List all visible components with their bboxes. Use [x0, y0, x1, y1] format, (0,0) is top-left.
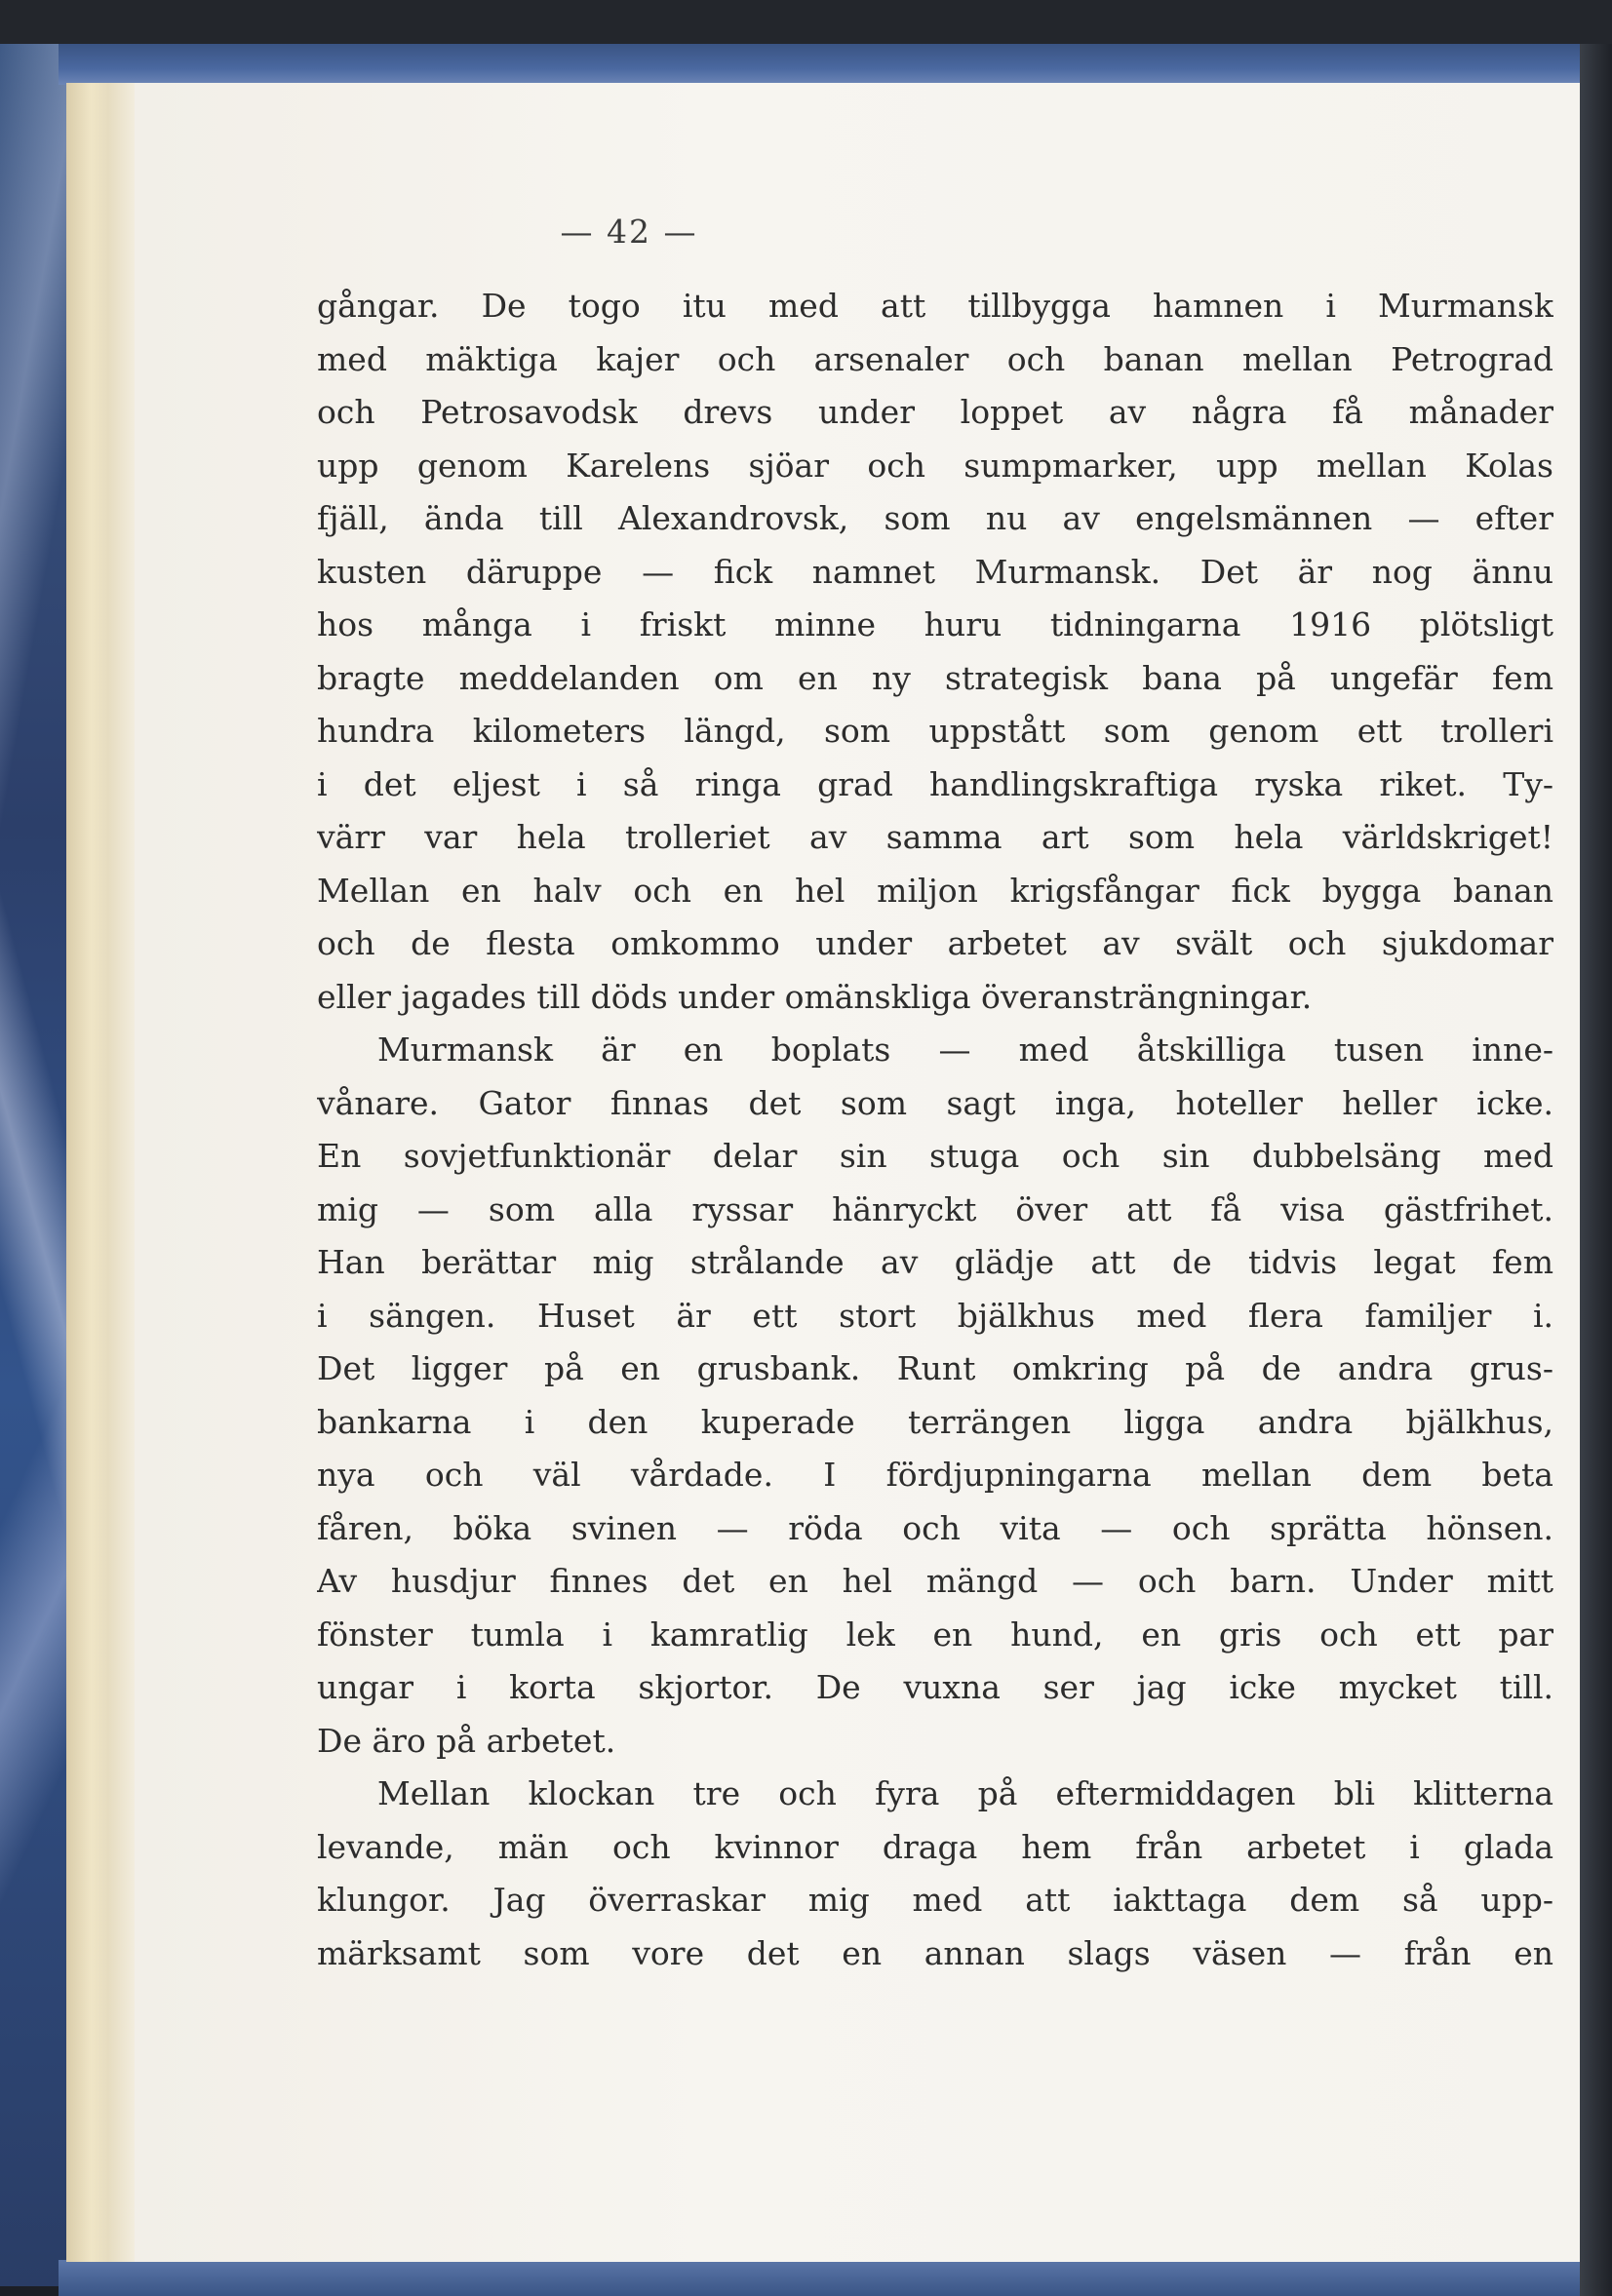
- body-text: [317, 280, 1553, 1980]
- text-line: fåren, böka svinen — röda och vita — och sprätta hönsen.: [317, 1508, 1553, 1547]
- text-line: värr var hela trolleriet av samma art som hela världskriget!: [317, 818, 1553, 856]
- binding-right-edge: [1580, 44, 1612, 2296]
- text-line: fjäll, ända till Alexandrovsk, som nu av engelsmännen — efter: [317, 499, 1553, 537]
- text-line: Mellan en halv och en hel miljon krigsfångar fick bygga banan: [317, 871, 1553, 910]
- text-line: klungor. Jag överraskar mig med att iakttaga dem så upp-: [317, 1881, 1553, 1919]
- text-line: ungar i korta skjortor. De vuxna ser jag icke mycket till.: [317, 1668, 1553, 1706]
- text-line: Av husdjur finnes det en hel mängd — och barn. Under mitt: [317, 1562, 1553, 1600]
- page-gutter: [66, 83, 137, 2262]
- text-line: Det ligger på en grusbank. Runt omkring på de andra grus-: [317, 1349, 1553, 1387]
- text-line: vånare. Gator finnas det som sagt inga, hoteller heller icke.: [317, 1083, 1553, 1122]
- text-line: bankarna i den kuperade terrängen ligga andra bjälkhus,: [317, 1402, 1553, 1441]
- cloth-binding-bottom: [59, 2260, 1580, 2296]
- text-line: upp genom Karelens sjöar och sumpmarker, upp mellan Kolas: [317, 446, 1553, 485]
- text-line: levande, män och kvinnor draga hem från arbetet i glada: [317, 1827, 1553, 1866]
- text-line: i sängen. Huset är ett stort bjälkhus med flera familjer i.: [317, 1296, 1553, 1335]
- text-line: gångar. De togo itu med att tillbygga hamnen i Murmansk: [317, 287, 1553, 325]
- text-line: hundra kilometers längd, som uppstått som genom ett trolleri: [317, 712, 1553, 750]
- text-line: Mellan klockan tre och fyra på eftermiddagen bli klitterna: [377, 1774, 1553, 1812]
- text-line: mig — som alla ryssar hänryckt över att få visa gästfrihet.: [317, 1189, 1553, 1228]
- text-line: och de flesta omkommo under arbetet av svält och sjukdomar: [317, 924, 1553, 962]
- page-number: — 42 —: [560, 213, 698, 251]
- text-line: kusten däruppe — fick namnet Murmansk. Det är nog ännu: [317, 552, 1553, 591]
- text-line: i det eljest i så ringa grad handlingskraftiga ryska riket. Ty-: [317, 764, 1553, 803]
- text-line: Murmansk är en boplats — med åtskilliga tusen inne-: [377, 1031, 1553, 1069]
- text-line: De äro på arbetet.: [317, 1721, 616, 1760]
- marbled-cover-left: [0, 44, 68, 2286]
- text-line: märksamt som vore det en annan slags väsen — från en: [317, 1933, 1553, 1972]
- cloth-binding-top: [59, 44, 1580, 85]
- text-line: Han berättar mig strålande av glädje att de tidvis legat fem: [317, 1243, 1553, 1281]
- text-line: bragte meddelanden om en ny strategisk bana på ungefär fem: [317, 658, 1553, 697]
- text-line: fönster tumla i kamratlig lek en hund, en gris och ett par: [317, 1615, 1553, 1654]
- top-edge: [0, 0, 1612, 49]
- text-line: eller jagades till döds under omänskliga överansträngningar.: [317, 977, 1313, 1016]
- text-line: och Petrosavodsk drevs under loppet av några få månader: [317, 393, 1553, 431]
- text-line: nya och väl vårdade. I fördjupningarna mellan dem beta: [317, 1456, 1553, 1494]
- text-line: med mäktiga kajer och arsenaler och banan mellan Petrograd: [317, 339, 1553, 378]
- text-line: En sovjetfunktionär delar sin stuga och sin dubbelsäng med: [317, 1137, 1553, 1175]
- text-line: hos många i friskt minne huru tidningarna 1916 plötsligt: [317, 605, 1553, 643]
